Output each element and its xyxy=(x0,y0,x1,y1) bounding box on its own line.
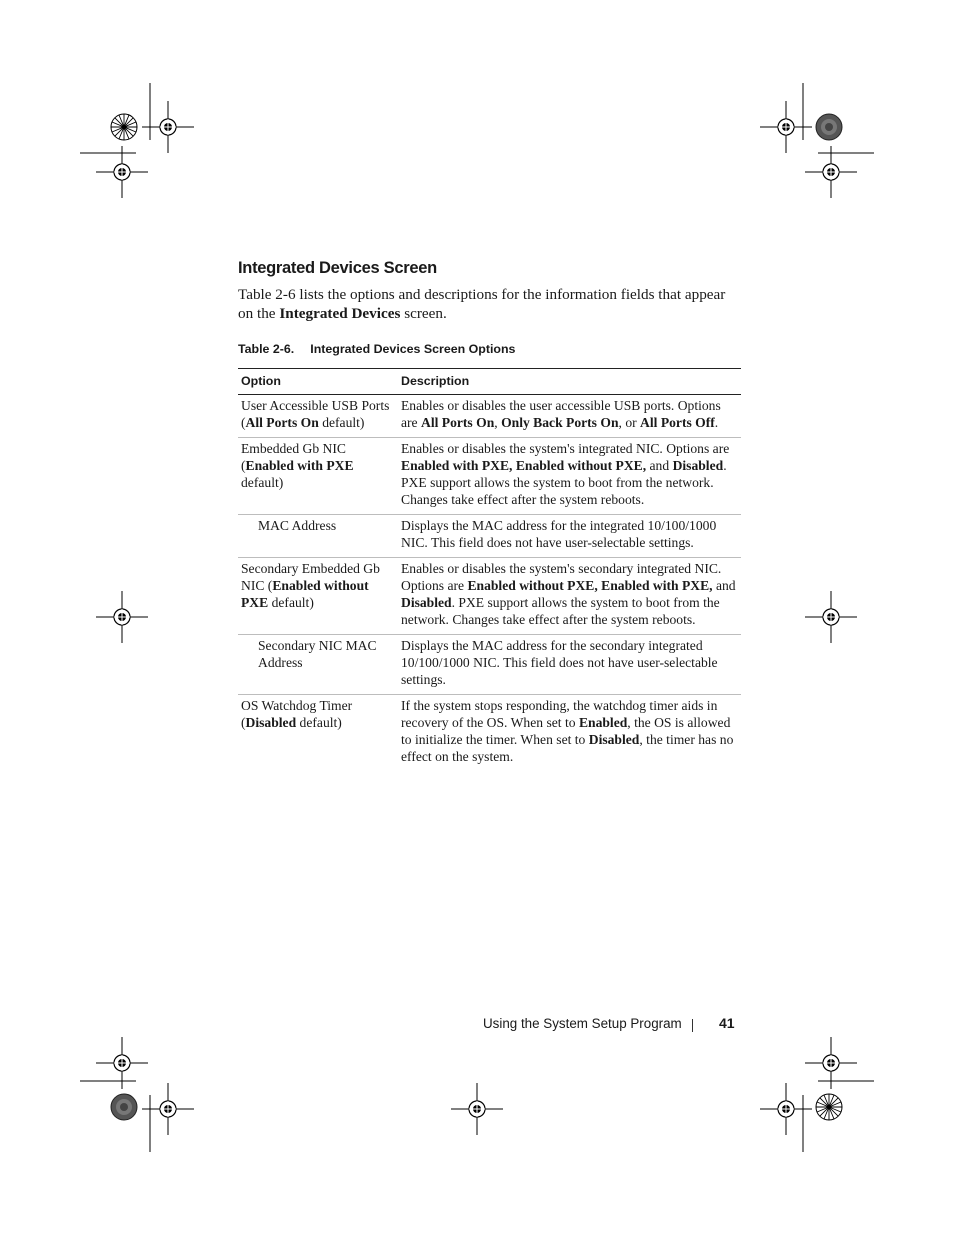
bold-text: All Ports On xyxy=(245,415,319,430)
option-cell xyxy=(238,438,398,515)
bold-text: Disabled xyxy=(401,595,452,610)
text-run: OS Watchdog Timer ( xyxy=(241,698,353,730)
table-row xyxy=(238,635,741,695)
text-run: . PXE support allows the system to boot from the network. Changes take effect after the system reboots. xyxy=(401,595,720,627)
bold-text: Enabled with PXE, Enabled without PXE, xyxy=(401,458,647,473)
text-run: Secondary NIC MAC Address xyxy=(258,638,377,670)
description-cell xyxy=(398,515,741,558)
text-run: . PXE support allows the system to boot from the network. Changes take effect after the system reboots. xyxy=(401,458,727,507)
text-run: Embedded Gb NIC ( xyxy=(241,441,346,473)
text-run: User Accessible USB Ports ( xyxy=(241,398,390,430)
bold-text: Disabled xyxy=(245,715,297,730)
table-row xyxy=(238,558,741,635)
bold-text: Enabled without PXE xyxy=(241,578,369,610)
section-heading: Integrated Devices Screen xyxy=(238,259,437,277)
intro-paragraph xyxy=(238,285,738,323)
text-run: default) xyxy=(318,415,365,430)
text-run: , the OS is allowed to initialize the timer. When set to xyxy=(401,715,731,747)
description-cell xyxy=(398,558,741,635)
intro-text-after: screen. xyxy=(400,305,447,322)
text-run: and xyxy=(646,458,673,473)
text-run: MAC Address xyxy=(258,518,337,533)
description-cell xyxy=(398,395,741,438)
table-row xyxy=(238,438,741,515)
text-run: default) xyxy=(296,715,342,730)
description-cell xyxy=(398,438,741,515)
table-header-row xyxy=(238,369,741,395)
text-run: If the system stops responding, the watchdog timer aids in recovery of the OS. When set to xyxy=(401,698,718,730)
footer-chapter-title: Using the System Setup Program xyxy=(483,1016,682,1031)
header-option: Option xyxy=(238,369,398,395)
text-run: Secondary Embedded Gb NIC ( xyxy=(241,561,380,593)
intro-text-bold: Integrated Devices xyxy=(279,305,401,322)
options-table xyxy=(238,368,741,771)
bold-text: Disabled xyxy=(672,458,724,473)
table-caption-number: Table 2-6. xyxy=(238,342,295,356)
text-run: Enables or disables the user accessible USB ports. Options are xyxy=(401,398,721,430)
text-run: Enables or disables the system's secondary integrated NIC. Options are xyxy=(401,561,722,593)
table-caption xyxy=(238,342,515,356)
bold-text: Enabled with PXE xyxy=(245,458,354,473)
table-row xyxy=(238,515,741,558)
text-run: and xyxy=(712,578,736,593)
page-number: 41 xyxy=(719,1015,735,1031)
intro-text-before: Table 2-6 lists the options and descriptions for the information fields that appear on the xyxy=(238,286,726,322)
description-cell xyxy=(398,635,741,695)
description-cell xyxy=(398,695,741,772)
option-cell xyxy=(238,635,398,695)
bold-text: All Ports On xyxy=(421,415,495,430)
bold-text: Disabled xyxy=(588,732,640,747)
footer-separator xyxy=(692,1019,693,1032)
option-cell xyxy=(238,515,398,558)
table-row xyxy=(238,395,741,438)
text-run: , the timer has no effect on the system. xyxy=(401,732,734,764)
table-body xyxy=(238,395,741,772)
text-run: Enables or disables the system's integrated NIC. Options are xyxy=(401,441,730,456)
bold-text: Only Back Ports On xyxy=(501,415,619,430)
option-cell xyxy=(238,695,398,772)
bold-text: Enabled without PXE, Enabled with PXE, xyxy=(467,578,713,593)
text-run: , xyxy=(494,415,502,430)
bold-text: Enabled xyxy=(578,715,628,730)
option-cell xyxy=(238,558,398,635)
text-run: Displays the MAC address for the integrated 10/100/1000 NIC. This field does not have user-selectable settings. xyxy=(401,518,717,550)
bold-text: All Ports Off xyxy=(640,415,715,430)
text-run: default) xyxy=(241,475,284,490)
text-run: . xyxy=(714,415,719,430)
text-run: default) xyxy=(268,595,314,610)
table-caption-title: Integrated Devices Screen Options xyxy=(310,342,516,356)
table-row xyxy=(238,695,741,772)
option-cell xyxy=(238,395,398,438)
text-run: Displays the MAC address for the secondary integrated 10/100/1000 NIC. This field does not have user-selectable settings. xyxy=(401,638,718,687)
text-run: , or xyxy=(618,415,641,430)
header-description: Description xyxy=(398,369,741,395)
